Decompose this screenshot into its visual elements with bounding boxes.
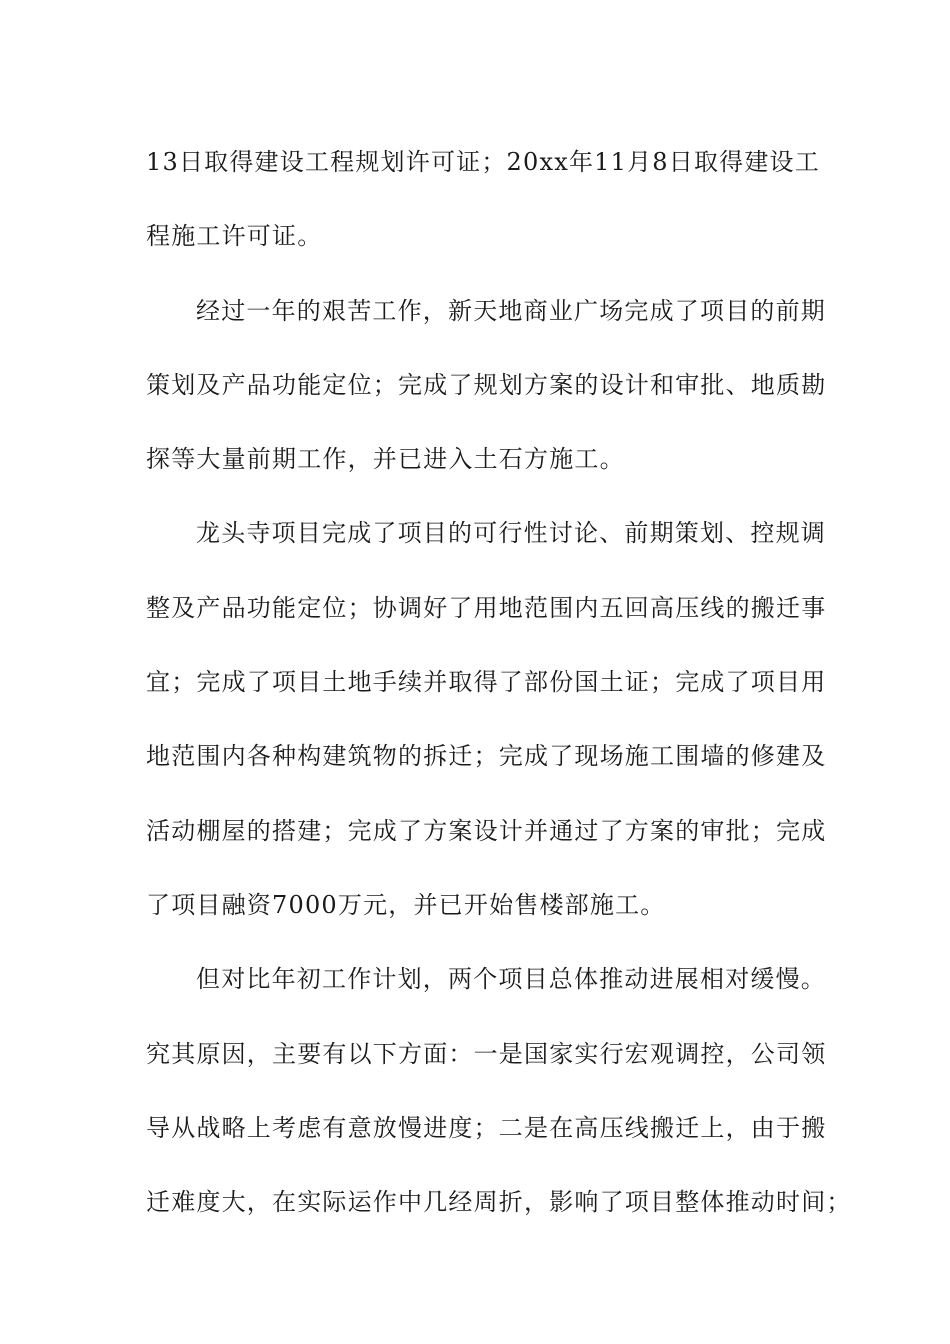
text-line: 究其原因，主要有以下方面：一是国家实行宏观调控，公司领 [146, 1039, 827, 1068]
text-line: 但对比年初工作计划，两个项目总体推动进展相对缓慢。 [196, 965, 826, 994]
text-line: 地范围内各种构建筑物的拆迁；完成了现场施工围墙的修建及 [146, 742, 827, 771]
text-line: 13日取得建设工程规划许可证；20xx年11月8日取得建设工 [146, 148, 820, 176]
text-line: 探等大量前期工作，并已进入土石方施工。 [146, 445, 625, 474]
body-text [146, 125, 852, 1239]
text-line: 策划及产品功能定位；完成了规划方案的设计和审批、地质勘 [146, 370, 827, 399]
text-line: 导从战略上考虑有意放慢进度；二是在高压线搬迁上，由于搬 [146, 1113, 827, 1142]
text-line: 活动棚屋的搭建；完成了方案设计并通过了方案的审批；完成 [146, 816, 827, 845]
text-line: 迁难度大，在实际运作中几经周折，影响了项目整体推动时间； [146, 1188, 852, 1217]
text-line: 了项目融资7000万元，并已开始售楼部施工。 [146, 890, 666, 919]
text-line: 龙头寺项目完成了项目的可行性讨论、前期策划、控规调 [196, 519, 826, 548]
text-line: 整及产品功能定位；协调好了用地范围内五回高压线的搬迁事 [146, 593, 827, 622]
text-line: 经过一年的艰苦工作，新天地商业广场完成了项目的前期 [196, 296, 826, 325]
text-line: 宜；完成了项目土地手续并取得了部份国土证；完成了项目用 [146, 668, 827, 697]
text-line: 程施工许可证。 [146, 222, 323, 251]
